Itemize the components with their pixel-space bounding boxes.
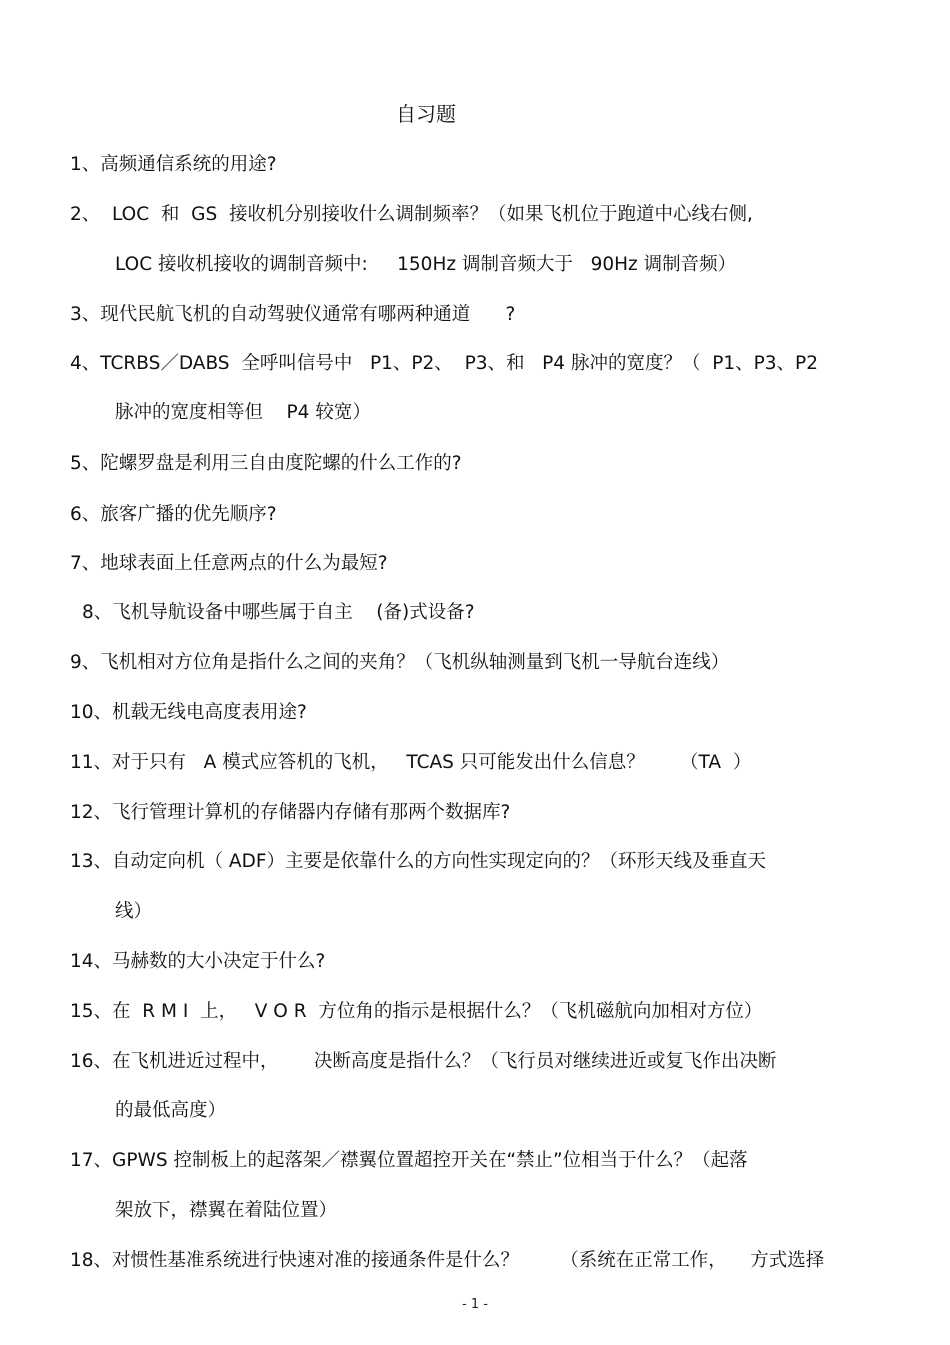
question-18: 18、对惯性基准系统进行快速对准的接通条件是什么？ （系统在正常工作， 方式选择 (70, 1250, 825, 1271)
question-9: 9、飞机相对方位角是指什么之间的夹角？（飞机纵轴测量到飞机一导航台连线） (70, 652, 730, 673)
question-10: 10、机载无线电高度表用途? (70, 702, 307, 723)
question-2-continuation: LOC 接收机接收的调制音频中: 150Hz 调制音频大于 90Hz 调制音频） (115, 254, 737, 275)
question-16-continuation: 的最低高度） (115, 1100, 227, 1121)
question-2: 2、 LOC 和 GS 接收机分别接收什么调制频率？（如果飞机位于跑道中心线右侧, (70, 204, 753, 225)
question-4: 4、TCRBS／DABS 全呼叫信号中 P1、P2、 P3、和 P4 脉冲的宽度？（ P1、P3、P2 (70, 353, 818, 374)
question-1: 1、高频通信系统的用途? (70, 154, 277, 175)
question-5: 5、陀螺罗盘是利用三自由度陀螺的什么工作的? (70, 453, 462, 474)
question-11: 11、对于只有 A 模式应答机的飞机， TCAS 只可能发出什么信息？ （TA ） (70, 752, 752, 773)
question-15: 15、在 R M I 上， V O R 方位角的指示是根据什么？（飞机磁航向加相对方位） (70, 1001, 763, 1022)
question-17-continuation: 架放下，襟翼在着陆位置） (115, 1200, 338, 1221)
question-17: 17、GPWS 控制板上的起落架／襟翼位置超控开关在“禁止”位相当于什么？（起落 (70, 1150, 748, 1171)
question-13-continuation: 线） (115, 901, 153, 922)
question-4-continuation: 脉冲的宽度相等但 P4 较宽） (115, 402, 371, 423)
question-3: 3、现代民航飞机的自动驾驶仪通常有哪两种通道 ? (70, 304, 516, 325)
page-title: 自习题 (396, 102, 456, 126)
question-8: 8、飞机导航设备中哪些属于自主 (备)式设备? (82, 602, 475, 623)
question-14: 14、马赫数的大小决定于什么? (70, 951, 326, 972)
page-number: - 1 - (462, 1297, 488, 1312)
question-7: 7、地球表面上任意两点的什么为最短? (70, 553, 388, 574)
question-6: 6、旅客广播的优先顺序? (70, 504, 277, 525)
question-16: 16、在飞机进近过程中， 决断高度是指什么？（飞行员对继续进近或复飞作出决断 (70, 1051, 777, 1072)
question-13: 13、自动定向机（ ADF）主要是依靠什么的方向性实现定向的？（环形天线及垂直天 (70, 851, 766, 872)
question-12: 12、飞行管理计算机的存储器内存储有那两个数据库? (70, 802, 511, 823)
